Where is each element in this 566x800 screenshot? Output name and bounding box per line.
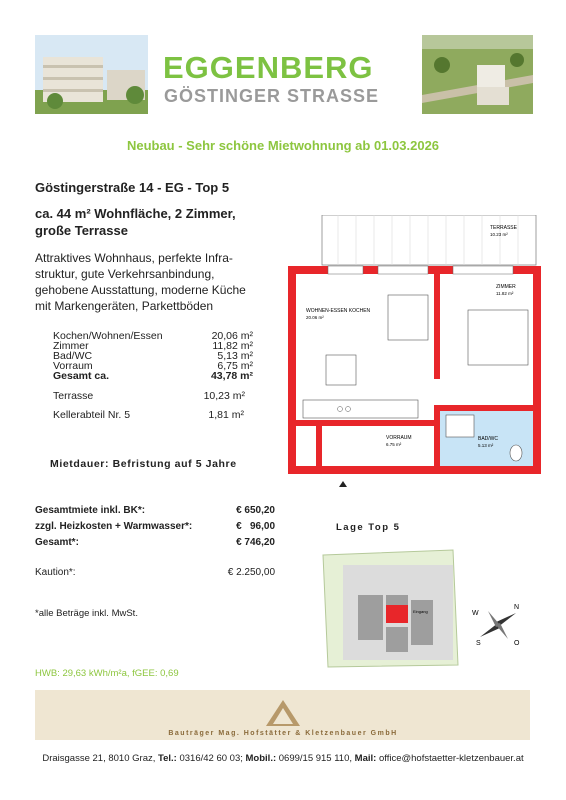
cost-label: Gesamt*:: [35, 537, 79, 548]
listing-summary: [35, 205, 236, 239]
area-value: 5,13 m²: [217, 350, 253, 362]
floor-plan: [288, 215, 544, 490]
window: [378, 266, 428, 274]
energy-values: HWB: 29,63 kWh/m²a, fGEE: 0,69: [35, 668, 179, 679]
brand-title: EGGENBERG: [163, 50, 374, 85]
area-label: Zimmer: [53, 340, 89, 352]
compass-icon: [472, 604, 520, 647]
cost-table: [35, 505, 275, 578]
price-note: *alle Beträge inkl. MwSt.: [35, 608, 138, 619]
brand-subtitle: GÖSTINGER STRASSE: [164, 86, 380, 106]
cost-row: [35, 521, 275, 537]
interior-wall: [434, 405, 537, 411]
cellar-value: 1,81 m²: [208, 409, 244, 421]
location-title: Lage Top 5: [336, 522, 401, 533]
deposit-row: [35, 567, 275, 578]
cellar-row: [53, 409, 244, 421]
area-total-row: [53, 371, 253, 381]
cellar-label: Kellerabteil Nr. 5: [53, 409, 131, 421]
building-photo-left: [35, 35, 148, 114]
entrance-label: Eingang: [413, 609, 428, 614]
terrace-area-text: 10.23 m²: [490, 232, 508, 237]
interior-wall: [434, 411, 440, 466]
interior-wall: [434, 274, 440, 379]
area-label: Vorraum: [53, 360, 93, 372]
window: [453, 266, 513, 274]
bedroom-label: ZIMMER: [496, 284, 516, 290]
area-table: [53, 331, 253, 381]
top5-highlight: [386, 605, 408, 623]
bath-area-text: 5.13 m²: [478, 443, 494, 448]
deposit-label: Kaution*:: [35, 567, 76, 578]
description-line: struktur, gute Verkehrsanbindung,: [35, 267, 215, 281]
building-block: [358, 595, 383, 640]
cost-label: zzgl. Heizkosten + Warmwasser*:: [35, 521, 193, 532]
contact-address: Draisgasse 21, 8010 Graz,: [42, 753, 159, 764]
living-area-text: 20.06 m²: [306, 315, 324, 320]
svg-text:S: S: [476, 640, 481, 647]
listing-description: [35, 250, 275, 314]
company-name: Bauträger Mag. Hofstätter & Kletzenbauer GmbH: [168, 730, 398, 737]
deposit-value: € 2.250,00: [227, 567, 275, 578]
entrance-arrow-icon: [339, 481, 347, 487]
terrace-value: 10,23 m²: [203, 390, 245, 402]
area-value: 20,06 m²: [211, 330, 253, 342]
mobil-value: 0699/15 915 110,: [276, 753, 355, 764]
toilet: [510, 445, 522, 461]
area-total-value: 43,78 m²: [210, 370, 253, 382]
company-logo-icon: [264, 698, 302, 728]
aerial-photo-right: [422, 35, 533, 114]
area-label: Bad/WC: [53, 350, 93, 362]
dining-table: [326, 355, 356, 385]
tel-value: 0316/42 60 03;: [176, 753, 246, 764]
rental-duration: Mietdauer: Befristung auf 5 Jahre: [50, 458, 237, 470]
cost-row: [35, 537, 275, 553]
aerial-illustration-right: [422, 35, 533, 114]
bed: [468, 310, 528, 365]
window: [328, 266, 363, 274]
location-map: [318, 545, 543, 670]
cost-label: Gesamtmiete inkl. BK*:: [35, 505, 146, 516]
svg-text:O: O: [514, 640, 520, 647]
svg-text:W: W: [472, 610, 479, 617]
hallway-label: VORRAUM: [386, 435, 412, 441]
description-line: mit Markengeräten, Parkettböden: [35, 299, 214, 313]
mail-label: Mail:: [354, 753, 377, 764]
mail-link[interactable]: office@hofstaetter-kletzenbauer.at: [376, 753, 524, 764]
description-line: gehobene Ausstattung, moderne Küche: [35, 283, 246, 297]
hallway-area-text: 6.75 m²: [386, 442, 402, 447]
bath-label: BAD/WC: [478, 436, 498, 442]
summary-line-1: ca. 44 m² Wohnfläche, 2 Zimmer,: [35, 206, 236, 221]
cost-value: € 96,00: [236, 521, 275, 532]
kitchen-counter: [303, 400, 418, 418]
area-total-label: Gesamt ca.: [53, 370, 110, 382]
building-block: [411, 600, 433, 645]
building-illustration-left: [35, 35, 148, 114]
terrace-label: Terrasse: [53, 390, 94, 402]
terrace-area: [322, 215, 536, 265]
sofa: [388, 295, 428, 340]
description-line: Attraktives Wohnhaus, perfekte Infra-: [35, 251, 233, 265]
headline: Neubau - Sehr schöne Mietwohnung ab 01.03.2026: [126, 138, 440, 153]
living-label: WOHNEN-ESSEN KOCHEN: [306, 308, 371, 314]
area-label: Kochen/Wohnen/Essen: [53, 330, 163, 342]
terrace-row: [53, 390, 245, 402]
contact-line: [0, 753, 566, 764]
interior-wall: [316, 426, 322, 466]
area-value: 6,75 m²: [217, 360, 253, 372]
interior-wall: [296, 420, 436, 426]
svg-text:N: N: [514, 604, 520, 611]
cost-value: € 746,20: [236, 537, 275, 548]
shower: [446, 415, 474, 437]
mobil-label: Mobil.:: [245, 753, 277, 764]
tel-label: Tel.:: [158, 753, 177, 764]
building-block: [386, 627, 408, 652]
area-value: 11,82 m²: [212, 340, 253, 352]
bedroom-area-text: 11.82 m²: [496, 291, 514, 296]
listing-address: Göstingerstraße 14 - EG - Top 5: [35, 180, 230, 195]
summary-line-2: große Terrasse: [35, 223, 128, 238]
cost-value: € 650,20: [236, 505, 275, 516]
cost-row: [35, 505, 275, 521]
terrace-label: TERRASSE: [490, 225, 517, 231]
